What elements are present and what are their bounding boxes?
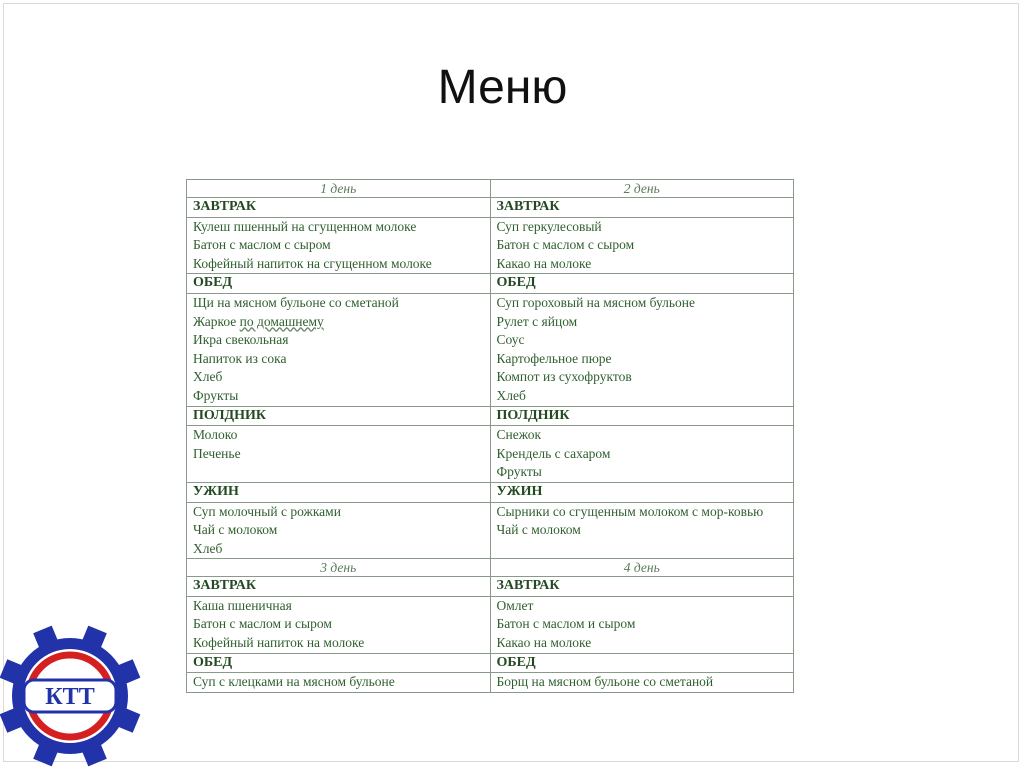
dish: Кофейный напиток на сгущенном молоке	[193, 255, 432, 271]
college-logo	[0, 620, 145, 767]
dish: Фрукты	[193, 387, 239, 403]
meal-header: ОБЕД	[187, 653, 491, 673]
dish: Каша пшеничная	[193, 597, 292, 613]
meal-header: ПОЛДНИК	[490, 406, 794, 426]
table-row	[187, 274, 794, 294]
table-row	[187, 293, 794, 406]
dish: Фрукты	[496, 464, 542, 480]
dish: Омлет	[496, 597, 534, 613]
meal-header: УЖИН	[187, 482, 491, 502]
dish: Батон с маслом с сыром	[193, 237, 331, 253]
dish: Икра свекольная	[193, 332, 289, 348]
dish: Чай с молоком	[193, 522, 278, 538]
menu-cell	[490, 673, 794, 693]
table-row	[187, 217, 794, 274]
menu-cell	[187, 502, 491, 559]
table-row	[187, 577, 794, 597]
menu-cell	[187, 596, 491, 653]
menu-cell	[490, 502, 794, 559]
dish: Батон с маслом и сыром	[193, 616, 332, 632]
dish: Суп геркулесовый	[496, 218, 602, 234]
dish: Компот из сухофруктов	[496, 369, 632, 385]
dish: Кулеш пшенный на сгущенном молоке	[193, 218, 417, 234]
menu-cell	[490, 426, 794, 483]
dish-part: Жаркое	[193, 313, 240, 329]
meal-header: УЖИН	[490, 482, 794, 502]
dish: Суп гороховый на мясном бульоне	[496, 294, 696, 310]
dish: Щи на мясном бульоне со сметаной	[193, 294, 399, 310]
meal-header: ОБЕД	[490, 653, 794, 673]
menu-table	[186, 179, 794, 693]
dish	[193, 313, 484, 332]
dish: Сырники со сгущенным молоком с мор-ковью	[496, 503, 764, 519]
table-row	[187, 673, 794, 693]
dish: Батон с маслом с сыром	[496, 237, 635, 253]
dish: Суп с клецками на мясном бульоне	[193, 674, 395, 690]
table-row	[187, 502, 794, 559]
meal-header: ЗАВТРАК	[187, 198, 491, 218]
day-header: 2 день	[490, 180, 794, 198]
meal-header: ЗАВТРАК	[490, 577, 794, 597]
menu-cell	[490, 293, 794, 406]
table-row	[187, 559, 794, 577]
menu-cell	[490, 217, 794, 274]
dish: Крендель с сахаром	[496, 445, 611, 461]
day-header: 4 день	[490, 559, 794, 577]
dish: Молоко	[193, 427, 238, 443]
menu-cell	[187, 673, 491, 693]
menu-cell	[490, 596, 794, 653]
dish: Хлеб	[496, 387, 526, 403]
dish: Батон с маслом и сыром	[496, 616, 636, 632]
table-row	[187, 406, 794, 426]
table-row	[187, 426, 794, 483]
dish: Соус	[496, 332, 525, 348]
meal-header: ОБЕД	[187, 274, 491, 294]
page-title: Меню	[437, 61, 568, 114]
logo-text: КТТ	[45, 684, 95, 710]
dish: Чай с молоком	[496, 522, 581, 538]
day-header: 1 день	[187, 180, 491, 198]
menu-cell	[187, 293, 491, 406]
dish: Кофейный напиток на молоке	[193, 635, 365, 651]
dish: Какао на молоке	[496, 635, 592, 651]
dish: Рулет с яйцом	[496, 313, 578, 329]
dish-part: по домашнему	[239, 313, 324, 329]
meal-header: ЗАВТРАК	[187, 577, 491, 597]
table-row	[187, 180, 794, 198]
dish: Хлеб	[193, 540, 223, 556]
day-header: 3 день	[187, 559, 491, 577]
dish: Борщ на мясном бульоне со сметаной	[496, 674, 714, 690]
table-row	[187, 653, 794, 673]
dish: Снежок	[496, 427, 542, 443]
dish: Напиток из сока	[193, 350, 287, 366]
meal-header: ЗАВТРАК	[490, 198, 794, 218]
table-row	[187, 596, 794, 653]
dish: Суп молочный с рожками	[193, 503, 341, 519]
dish: Какао на молоке	[496, 255, 592, 271]
dish: Хлеб	[193, 369, 223, 385]
dish: Печенье	[193, 445, 241, 461]
table-row	[187, 198, 794, 218]
dish: Картофельное пюре	[496, 350, 612, 366]
table-row	[187, 482, 794, 502]
meal-header: ОБЕД	[490, 274, 794, 294]
meal-header: ПОЛДНИК	[187, 406, 491, 426]
menu-cell	[187, 217, 491, 274]
menu-cell	[187, 426, 491, 483]
